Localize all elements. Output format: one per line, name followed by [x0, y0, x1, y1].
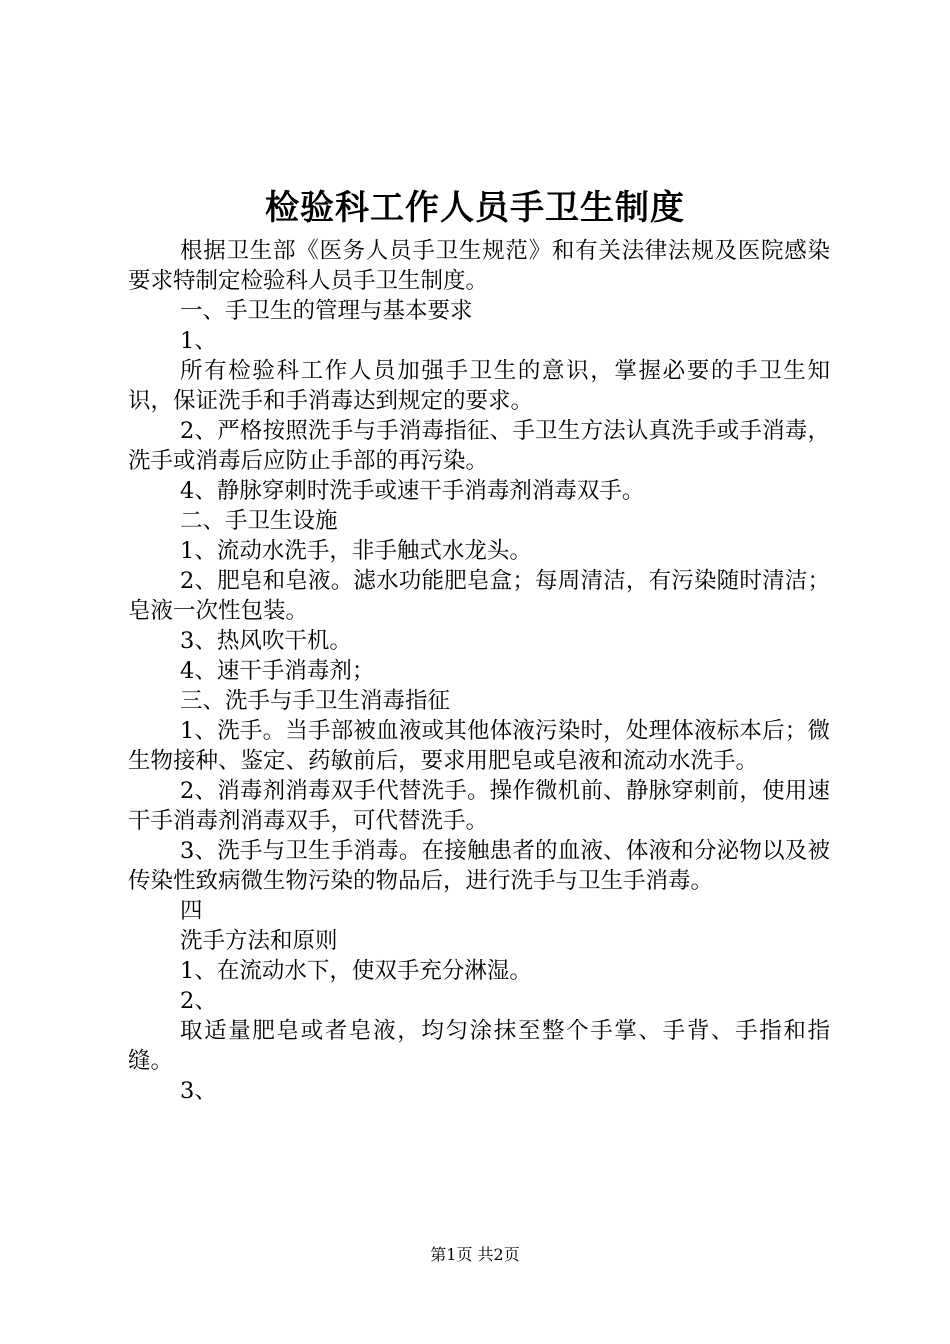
page-footer: 第1页 共2页	[430, 1245, 520, 1264]
paragraph: 2、肥皂和皂液。滤水功能肥皂盒；每周清洁，有污染随时清洁；皂液一次性包装。	[128, 568, 830, 624]
paragraph: 2、消毒剂消毒双手代替洗手。操作微机前、静脉穿刺前，使用速干手消毒剂消毒双手，可代替洗手。	[128, 778, 830, 834]
paragraph: 根据卫生部《医务人员手卫生规范》和有关法律法规及医院感染要求特制定检验科人员手卫生制度。	[128, 238, 830, 294]
section-number: 四	[180, 898, 203, 924]
list-number: 1、	[180, 328, 217, 354]
section-heading: 一、手卫生的管理与基本要求	[180, 298, 473, 324]
list-number: 2、	[180, 988, 217, 1014]
paragraph: 4、速干手消毒剂；	[180, 658, 375, 684]
paragraph: 2、严格按照洗手与手消毒指征、手卫生方法认真洗手或手消毒，洗手或消毒后应防止手部的再污染。	[128, 418, 830, 474]
paragraph: 所有检验科工作人员加强手卫生的意识，掌握必要的手卫生知识，保证洗手和手消毒达到规定的要求。	[128, 358, 830, 414]
section-heading: 二、手卫生设施	[180, 508, 338, 534]
paragraph: 1、洗手。当手部被血液或其他体液污染时，处理体液标本后；微生物接种、鉴定、药敏前后，要求用肥皂或皂液和流动水洗手。	[128, 718, 830, 774]
document-body	[128, 236, 830, 1106]
paragraph: 4、静脉穿刺时洗手或速干手消毒剂消毒双手。	[180, 478, 645, 504]
section-heading: 洗手方法和原则	[180, 928, 338, 954]
document-title: 检验科工作人员手卫生制度	[265, 188, 685, 228]
list-number: 3、	[180, 1078, 217, 1104]
paragraph: 1、在流动水下，使双手充分淋湿。	[180, 958, 532, 984]
paragraph: 3、热风吹干机。	[180, 628, 352, 654]
paragraph: 3、洗手与卫生手消毒。在接触患者的血液、体液和分泌物以及被传染性致病微生物污染的物品后，进行洗手与卫生手消毒。	[128, 838, 830, 894]
paragraph: 取适量肥皂或者皂液，均匀涂抹至整个手掌、手背、手指和指缝。	[128, 1018, 830, 1074]
paragraph: 1、流动水洗手，非手触式水龙头。	[180, 538, 532, 564]
section-heading: 三、洗手与手卫生消毒指征	[180, 688, 451, 714]
